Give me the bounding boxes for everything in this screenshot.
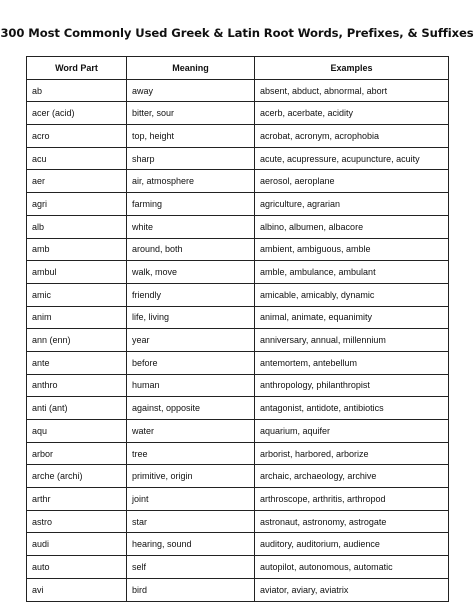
cell-word-part: ab <box>27 79 127 102</box>
cell-meaning: away <box>127 79 255 102</box>
cell-examples: antemortem, antebellum <box>255 351 449 374</box>
table-row <box>27 261 449 284</box>
cell-meaning: sharp <box>127 147 255 170</box>
cell-meaning: air, atmosphere <box>127 170 255 193</box>
cell-examples: amble, ambulance, ambulant <box>255 261 449 284</box>
cell-word-part: acro <box>27 125 127 148</box>
cell-meaning: white <box>127 215 255 238</box>
table-row <box>27 533 449 556</box>
cell-meaning: self <box>127 556 255 579</box>
cell-examples: amicable, amicably, dynamic <box>255 283 449 306</box>
cell-examples: acerb, acerbate, acidity <box>255 102 449 125</box>
cell-examples: aviator, aviary, aviatrix <box>255 578 449 601</box>
cell-examples: archaic, archaeology, archive <box>255 465 449 488</box>
cell-word-part: auto <box>27 556 127 579</box>
cell-examples: arthroscope, arthritis, arthropod <box>255 488 449 511</box>
cell-word-part: alb <box>27 215 127 238</box>
cell-meaning: joint <box>127 488 255 511</box>
table-row <box>27 238 449 261</box>
cell-meaning: bird <box>127 578 255 601</box>
table-row <box>27 102 449 125</box>
cell-word-part: anim <box>27 306 127 329</box>
cell-examples: astronaut, astronomy, astrogate <box>255 510 449 533</box>
table-row <box>27 306 449 329</box>
cell-examples: anniversary, annual, millennium <box>255 329 449 352</box>
cell-examples: acrobat, acronym, acrophobia <box>255 125 449 148</box>
table-row <box>27 79 449 102</box>
cell-meaning: life, living <box>127 306 255 329</box>
table-row <box>27 578 449 601</box>
cell-meaning: tree <box>127 442 255 465</box>
cell-examples: arborist, harbored, arborize <box>255 442 449 465</box>
cell-word-part: anti (ant) <box>27 397 127 420</box>
cell-word-part: ann (enn) <box>27 329 127 352</box>
table-row <box>27 170 449 193</box>
cell-meaning: primitive, origin <box>127 465 255 488</box>
cell-meaning: water <box>127 420 255 443</box>
table-row <box>27 147 449 170</box>
header-examples: Examples <box>255 57 449 80</box>
cell-word-part: arbor <box>27 442 127 465</box>
cell-word-part: agri <box>27 193 127 216</box>
cell-meaning: walk, move <box>127 261 255 284</box>
cell-meaning: against, opposite <box>127 397 255 420</box>
cell-word-part: ambul <box>27 261 127 284</box>
cell-word-part: amic <box>27 283 127 306</box>
cell-word-part: audi <box>27 533 127 556</box>
cell-word-part: arche (archi) <box>27 465 127 488</box>
cell-examples: anthropology, philanthropist <box>255 374 449 397</box>
table-row <box>27 125 449 148</box>
header-meaning: Meaning <box>127 57 255 80</box>
table-row <box>27 215 449 238</box>
table-row <box>27 442 449 465</box>
cell-word-part: anthro <box>27 374 127 397</box>
cell-word-part: astro <box>27 510 127 533</box>
cell-examples: absent, abduct, abnormal, abort <box>255 79 449 102</box>
table-row <box>27 465 449 488</box>
cell-examples: ambient, ambiguous, amble <box>255 238 449 261</box>
cell-examples: animal, animate, equanimity <box>255 306 449 329</box>
root-words-table <box>26 56 449 602</box>
table-row <box>27 556 449 579</box>
cell-examples: aquarium, aquifer <box>255 420 449 443</box>
table-row <box>27 329 449 352</box>
cell-meaning: top, height <box>127 125 255 148</box>
cell-word-part: ante <box>27 351 127 374</box>
cell-meaning: farming <box>127 193 255 216</box>
cell-word-part: aer <box>27 170 127 193</box>
header-word-part: Word Part <box>27 57 127 80</box>
cell-word-part: aqu <box>27 420 127 443</box>
document-title: 300 Most Commonly Used Greek & Latin Root Words, Prefixes, & Suffixes <box>0 26 474 40</box>
table-row <box>27 397 449 420</box>
cell-meaning: hearing, sound <box>127 533 255 556</box>
cell-examples: aerosol, aeroplane <box>255 170 449 193</box>
cell-word-part: avi <box>27 578 127 601</box>
cell-examples: auditory, auditorium, audience <box>255 533 449 556</box>
cell-meaning: before <box>127 351 255 374</box>
cell-examples: acute, acupressure, acupuncture, acuity <box>255 147 449 170</box>
table-row <box>27 351 449 374</box>
table-row <box>27 420 449 443</box>
cell-examples: albino, albumen, albacore <box>255 215 449 238</box>
cell-examples: autopilot, autonomous, automatic <box>255 556 449 579</box>
cell-meaning: friendly <box>127 283 255 306</box>
table-header-row <box>27 57 449 80</box>
table-row <box>27 510 449 533</box>
cell-word-part: acu <box>27 147 127 170</box>
cell-word-part: arthr <box>27 488 127 511</box>
cell-word-part: acer (acid) <box>27 102 127 125</box>
cell-examples: agriculture, agrarian <box>255 193 449 216</box>
table-row <box>27 193 449 216</box>
cell-word-part: amb <box>27 238 127 261</box>
table-body <box>27 79 449 601</box>
cell-meaning: human <box>127 374 255 397</box>
table-row <box>27 283 449 306</box>
cell-meaning: year <box>127 329 255 352</box>
cell-meaning: star <box>127 510 255 533</box>
cell-meaning: around, both <box>127 238 255 261</box>
table-row <box>27 488 449 511</box>
table-row <box>27 374 449 397</box>
cell-examples: antagonist, antidote, antibiotics <box>255 397 449 420</box>
cell-meaning: bitter, sour <box>127 102 255 125</box>
